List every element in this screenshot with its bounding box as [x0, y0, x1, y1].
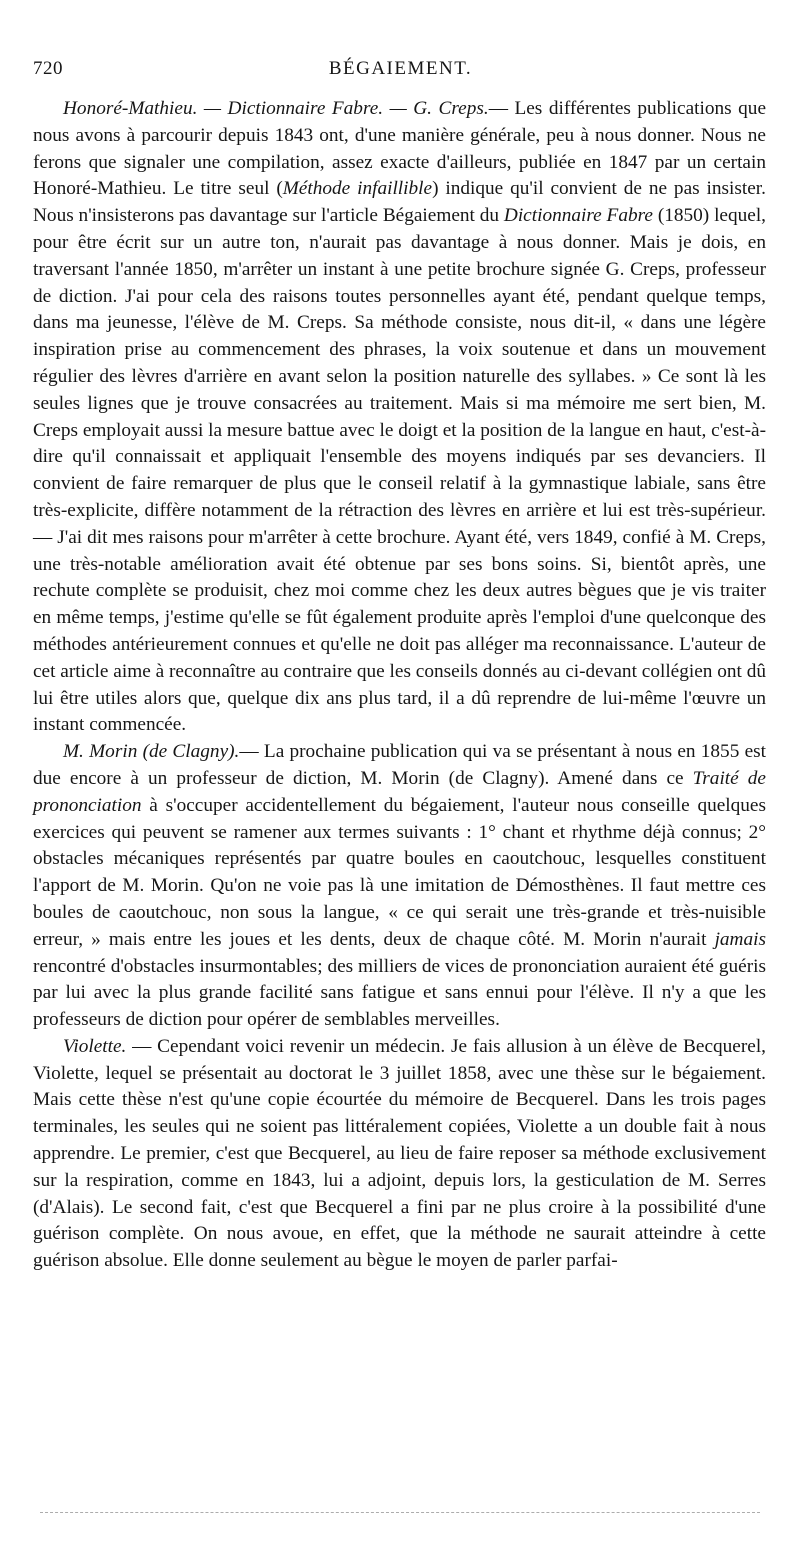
book-title-dictionnaire-fabre: Dictionnaire Fabre	[503, 205, 653, 227]
body-text	[33, 96, 766, 1275]
page-header	[33, 58, 768, 88]
emphasis-jamais: jamais	[714, 928, 766, 950]
text-segment: — Les différentes publications que nous avons à parcourir depuis 1843 ont, d'une manière générale, peu à nous donner. Nous ne ferons que signaler une compilation, assez exacte d'ailleurs, publiée en 1847 par un certain Honoré-Mathieu. Le titre seul (	[33, 98, 767, 200]
text-segment: ) indique qu'il convient de ne pas insister. Nous n'insisterons pas davantage sur l'article Bégaiement du	[33, 178, 766, 227]
paragraph-lead: Violette.	[63, 1035, 127, 1057]
paragraph-violette	[33, 1034, 766, 1275]
text-segment: rencontré d'obstacles insurmontables; des milliers de vices de prononciation auraient été guéris par lui avec la plus grande facilité sans fatigue et sans ennui pour l'élève. Il n'y a que les professeurs de diction pour opérer de semblables merveilles.	[33, 955, 766, 1031]
text-segment: — La prochaine publication qui va se présentant à nous en 1855 est due encore à un professeur de diction, M. Morin (de Clagny). Amené dans ce	[33, 741, 766, 789]
running-title: BÉGAIEMENT.	[328, 58, 473, 79]
paragraph-lead: M. Morin (de Clagny).	[63, 741, 240, 763]
book-title-methode-infaillible: Méthode infaillible	[282, 178, 433, 200]
paragraph-lead: Honoré-Mathieu. — Dictionnaire Fabre. — G. Creps.	[63, 98, 489, 119]
page-number: 720	[33, 58, 63, 79]
paragraph-morin	[33, 739, 766, 1034]
text-segment: à s'occuper accidentellement du bégaiement, l'auteur nous conseille quelques exercices qui peuvent se ramener aux termes suivants : 1° chant et rhythme déjà connus; 2° obstacles mécaniques représentés par quatre boules en caoutchouc, lesquelles constituent l'apport de M. Morin. Qu'on ne voie pas là une imitation de Démosthènes. Il faut mettre ces boules de caoutchouc, non sous la langue, « ce qui serait une très-grande et très-nuisible erreur, » mais entre les joues et les dents, deux de chaque côté. M. Morin n'aurait	[33, 794, 766, 950]
text-segment: (1850) lequel, pour être écrit sur un autre ton, n'aurait pas davantage à nous donner. Mais je dois, en traversant l'année 1850, m'arrêter un instant à une petite brochure signée G. Creps, professeur de diction. J'ai pour cela des raisons toutes personnelles ayant été, pendant quelque temps, dans ma jeunesse, l'élève de M. Creps. Sa méthode consiste, nous dit-il, « dans une légère inspiration prise au commencement des phrases, la voix soutenue et dans un mouvement régulier des lèvres d'arrière en avant selon la position naturelle des syllabes. » Ce sont là les seules lignes que je trouve consacrées au traitement. Mais si ma mémoire me sert bien, M. Creps employait aussi la mesure battue avec le doigt et la position de la langue en haut, c'est-à-dire qu'il connaissait et appliquait l'ensemble des moyens indiqués par ses devanciers. Il convient de faire remarquer de plus que le conseil relatif à la gymnastique labiale, sans être très-explicite, diffère notamment de la rétraction des lèvres en arrière et lui est très-supérieur. — J'ai dit mes raisons pour m'arrêter à cette brochure. Ayant été, vers 1849, confié à M. Creps, une très-notable amélioration avait été obtenue par ses bons soins. Si, bientôt après, une rechute complète se produisit, chez moi comme chez les deux autres bègues que je vis traiter en même temps, j'estime qu'elle se fût également produite après l'emploi d'une quelconque des méthodes antérieurement connues et qu'elle ne doit pas alléger ma reconnaissance. L'auteur de cet article aime à reconnaître au contraire que les conseils donnés au ci-devant collégien ont dû lui être utiles alors que, quelque dix ans plus tard, il a dû reprendre de lui-même l'œuvre un instant commencée.	[33, 205, 767, 736]
footer-divider	[40, 1512, 760, 1513]
book-title-traite-de-prononciation: Traité de prononciation	[33, 767, 766, 816]
text-segment: — Cependant voici revenir un médecin. Je fais allusion à un élève de Becquerel, Violette, lequel se présentait au doctorat le 3 juillet 1858, avec une thèse sur le bégaiement. Mais cette thèse n'est qu'une copie écourtée du mémoire de Becquerel. Dans les trois pages terminales, les seules qui ne soient pas littéralement copiées, Violette a un double fait à nous apprendre. Le premier, c'est que Becquerel, au lieu de faire reposer sa méthode exclusivement sur la respiration, comme en 1843, lui a adjoint, depuis lors, la gesticulation de M. Serres (d'Alais). Le second fait, c'est que Becquerel a fini par ne plus croire à la possibilité d'une guérison complète. On nous avoue, en effet, que la méthode ne saurait atteindre à cette guérison absolue. Elle donne seulement au bègue le moyen de parler parfai-	[33, 1035, 766, 1272]
paragraph-honore-mathieu	[33, 96, 766, 739]
